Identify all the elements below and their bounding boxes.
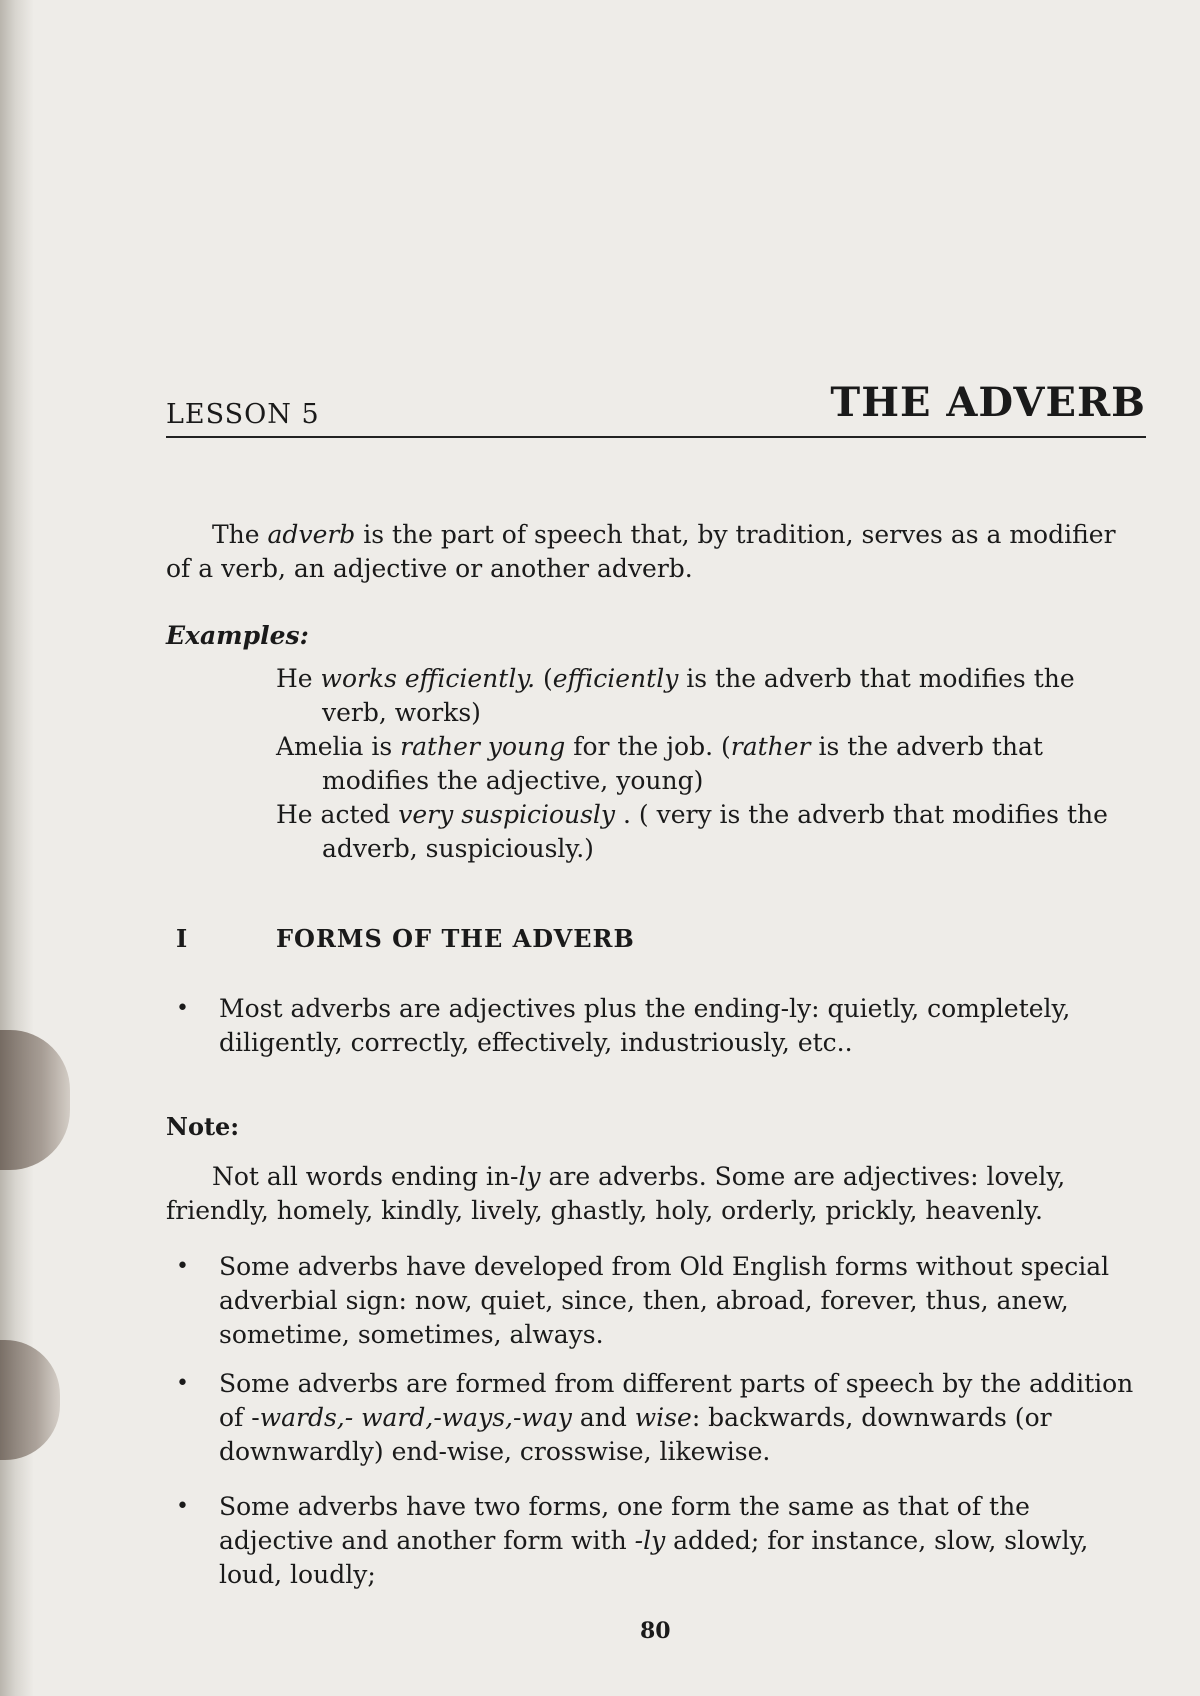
bullet-text-end: added; for instance, slow, slowly, loud, loudly; [219,1526,1089,1589]
examples-list [276,662,1146,866]
example-text: Amelia is [276,732,401,761]
thumb-shadow-bottom [0,1340,60,1460]
bullet-icon: • [176,1254,189,1279]
examples-label: Examples: [166,621,309,650]
bullet-text: Most adverbs are adjectives plus the ending-ly: quietly, completely, diligently, correctly, effectively, industriously, etc.. [219,994,1071,1057]
example-phrase: works efficiently. [320,664,536,693]
bullet-item [166,1490,1146,1592]
bullet-icon: • [176,1494,189,1519]
note-suffix: ly [518,1162,541,1191]
intro-text-end: is the part of speech that, by tradition, serves as a modifier of a verb, an adjective or another adverb. [166,520,1116,583]
example-item [276,730,1146,798]
intro-text-start: The [212,520,268,549]
example-text: for the job. ( [565,732,731,761]
example-text: is the adverb that modifies the adjective, young) [322,732,1043,795]
note-text-end: are adverbs. Some are adjectives: lovely, friendly, homely, kindly, lively, ghastly, holy, orderly, prickly, heavenly. [166,1162,1066,1225]
example-phrase: very suspiciously [398,800,616,829]
section-title: FORMS OF THE ADVERB [276,924,635,953]
lesson-number: LESSON 5 [166,399,320,430]
note-label: Note: [166,1112,240,1141]
suffix-wise: wise [634,1403,692,1432]
bullet-text-end: : backwards, downwards (or downwardly) end-wise, crosswise, likewise. [219,1403,1052,1466]
bullet-item [166,1367,1146,1469]
suffix-list: wards,- ward,-ways,-way [259,1403,572,1432]
bullet-text-start: Some adverbs have two forms, one form the same as that of the adjective and another form with [219,1492,1030,1555]
thumb-shadow-top [0,1030,70,1170]
bullet-item [166,992,1146,1060]
example-text: ( [535,664,553,693]
example-text: is the adverb that modifies the verb, works) [322,664,1075,727]
example-text: He acted [276,800,399,829]
example-text: He [276,664,321,693]
example-word: efficiently [552,664,679,693]
intro-paragraph [166,518,1146,586]
bullet-icon: • [176,1371,189,1396]
suffix-ly: -ly [634,1526,666,1555]
section-numeral: I [176,924,189,953]
example-phrase: rather young [400,732,566,761]
bullet-text [219,1490,1146,1592]
bullet-text-mid: and [571,1403,635,1432]
example-text: . ( very is the adverb that modifies the adverb, suspiciously.) [322,800,1108,863]
bullet-icon: • [176,996,189,1021]
example-item [276,662,1146,730]
note-paragraph [166,1160,1146,1228]
note-text-start: Not all words ending in- [212,1162,519,1191]
bullet-text [219,1367,1146,1469]
bullet-item [166,1250,1146,1352]
intro-term: adverb [267,520,356,549]
lesson-title: THE ADVERB [830,379,1146,426]
bullet-text: Some adverbs have developed from Old English forms without special adverbial sign: now, quiet, since, then, abroad, forever, thus, anew, sometime, sometimes, always. [219,1252,1110,1349]
bullet-text-start: Some adverbs are formed from different parts of speech by the addition of - [219,1369,1134,1432]
example-item [276,798,1146,866]
example-word: rather [730,732,811,761]
lesson-header [166,378,1146,438]
page-number: 80 [640,1618,671,1644]
